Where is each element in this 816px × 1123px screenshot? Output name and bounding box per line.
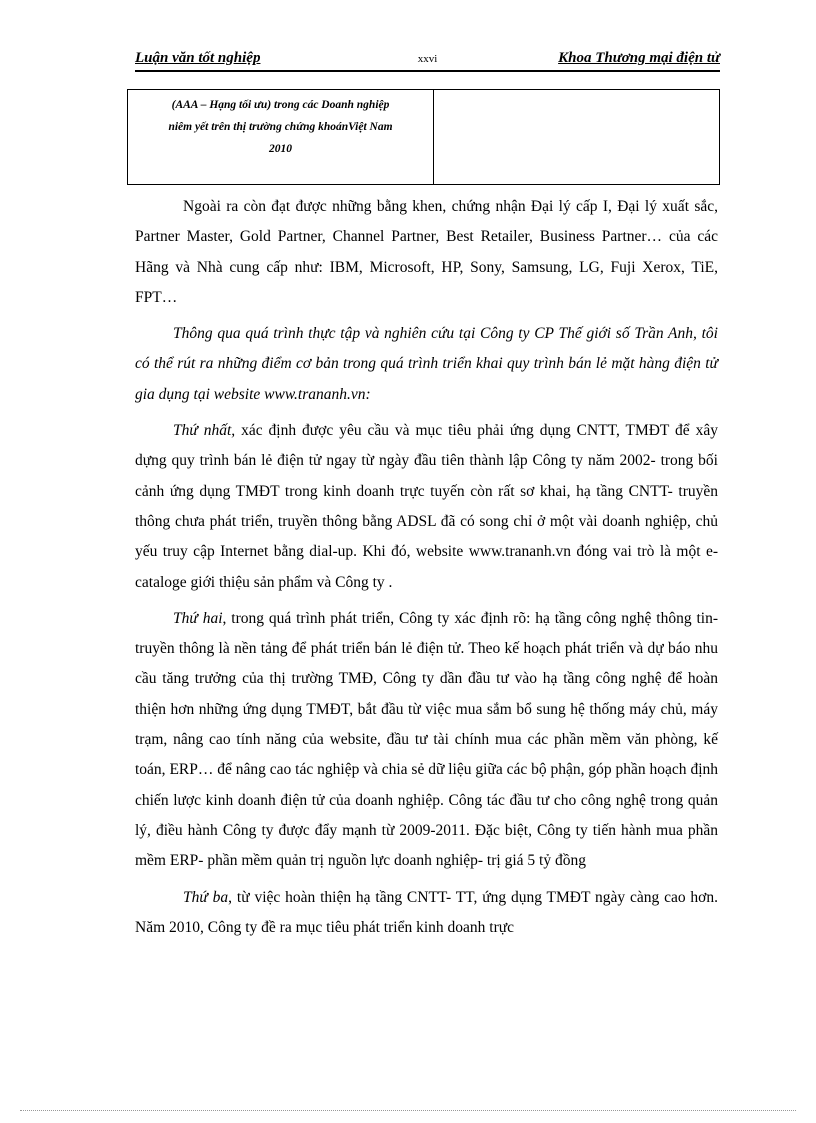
paragraph-intro: Thông qua quá trình thực tập và nghiên cứu tại Công ty CP Thế giới số Trần Anh, tôi có thể rút ra những điểm cơ bản trong quá trình triển khai quy trình bán lẻ mặt hàng điện tử gia dụng tại website www.trananh.vn:	[135, 325, 718, 403]
award-cell	[128, 94, 433, 160]
paragraph-second	[135, 604, 718, 877]
second-text: , trong quá trình phát triển, Công ty xác định rõ: hạ tầng công nghệ thông tin- truyền thông là nền tảng để phát triển bán lẻ điện tử. Theo kế hoạch phát triển và dự báo nhu cầu tăng trưởng của thị trường TMĐ, Công ty dần đầu tư vào hạ tầng công nghệ để hoàn thiện hơn những ứng dụng TMĐT, bắt đầu từ việc mua sắm bổ sung hệ thống máy chủ, máy trạm, nâng cao tính năng của website, đầu tư tài chính mua các phần mềm văn phòng, kế toán, ERP… để nâng cao tác nghiệp và chia sẻ dữ liệu giữa các bộ phận, góp phần hoạch định chiến lược kinh doanh điện tử của doanh nghiệp. Công tác đầu tư cho công nghệ trong quản lý, điều hành Công ty được đẩy mạnh từ 2009-2011. Đặc biệt, Công ty tiến hành mua phần mềm ERP- phần mềm quản trị nguồn lực doanh nghiệp- trị giá 5 tỷ đồng	[135, 609, 719, 870]
award-line-1: (AAA – Hạng tối ưu) trong các Doanh nghiệp	[171, 99, 390, 111]
second-lead: Thứ hai	[173, 609, 223, 627]
table-divider	[433, 90, 434, 184]
header-thesis-title: Luận văn tốt nghiệp	[135, 50, 261, 66]
paragraph-third	[135, 883, 718, 944]
document-body	[135, 192, 718, 949]
header-faculty: Khoa Thương mại điện tử	[558, 50, 720, 66]
third-lead: Thứ ba	[183, 888, 229, 906]
award-line-2: niêm yết trên thị trường chứng khoánViệt Nam	[168, 121, 393, 133]
footer-divider	[20, 1110, 796, 1111]
page-number: xxvi	[417, 53, 438, 65]
award-table	[127, 89, 720, 185]
third-text: , từ việc hoàn thiện hạ tầng CNTT- TT, ứng dụng TMĐT ngày càng cao hơn. Năm 2010, Công ty đề ra mục tiêu phát triển kinh doanh trực	[135, 888, 718, 936]
paragraph-awards: Ngoài ra còn đạt được những bằng khen, chứng nhận Đại lý cấp I, Đại lý xuất sắc, Partner Master, Gold Partner, Channel Partner, Best Retailer, Business Partner… của các Hãng và Nhà cung cấp như: IBM, Microsoft, HP, Sony, Samsung, LG, Fuji Xerox, TiE, FPT…	[135, 198, 718, 306]
page-header	[135, 46, 720, 72]
award-line-3: 2010	[269, 143, 292, 155]
first-text: xác định được yêu cầu và mục tiêu phải ứng dụng CNTT, TMĐT để xây dựng quy trình bán lẻ điện tử ngay từ ngày đầu tiên thành lập Công ty năm 2002- trong bối cảnh ứng dụng TMĐT trong kinh doanh trực tuyến còn rất sơ khai, hạ tầng CNTT- truyền thông chưa phát triển, truyền thông bằng ADSL đã có song chỉ ở một vài doanh nghiệp, chủ yếu truy cập Internet bằng dial-up. Khi đó, website www.trananh.vn đóng vai trò là một e-cataloge giới thiệu sản phẩm và Công ty .	[135, 422, 718, 591]
paragraph-first	[135, 416, 718, 598]
first-lead: Thứ nhất,	[173, 422, 236, 440]
